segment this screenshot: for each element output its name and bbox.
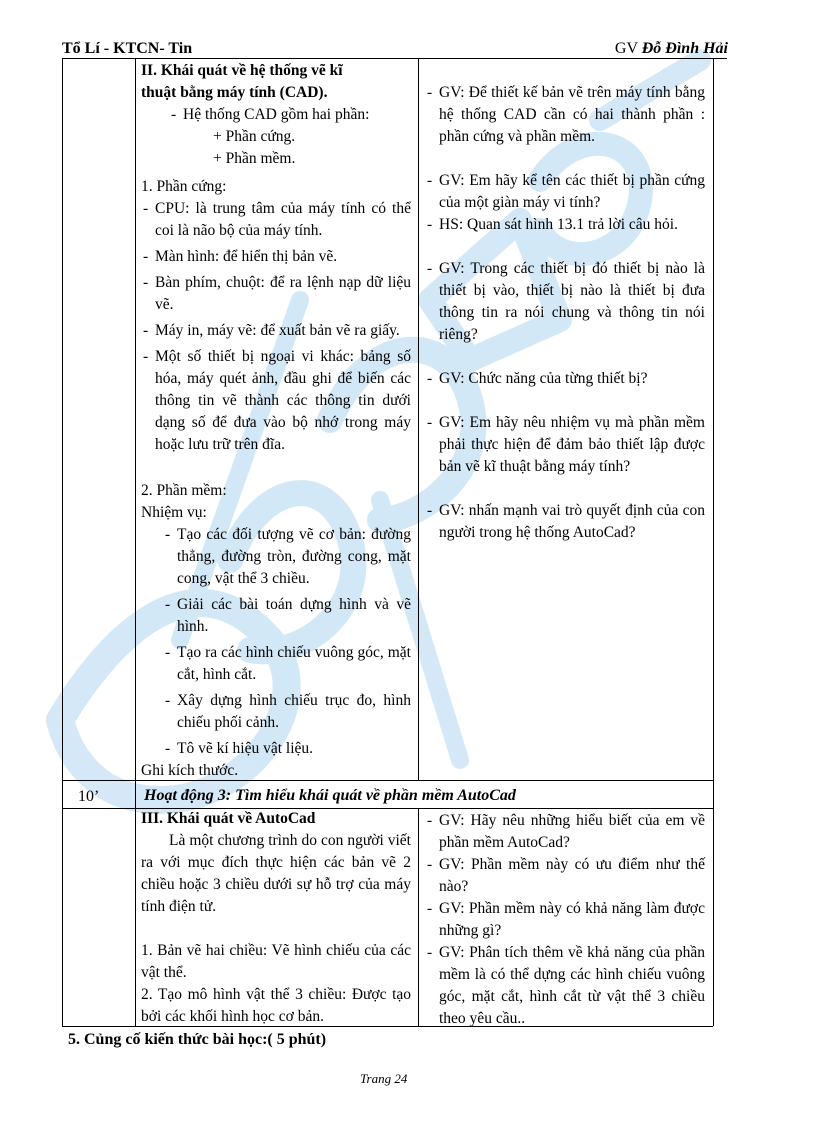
student-answer-figure: - HS: Quan sát hình 13.1 trả lời câu hỏi.	[425, 214, 705, 236]
note-human-role: - GV: nhấn mạnh vai trò quyết định của con người trong hệ thống AutoCad?	[425, 500, 705, 544]
question-cad-components: - GV: Để thiết kế bản vẽ trên máy tính bằng hệ thống CAD cần có hai thành phần : phần cứng và phần mềm.	[425, 82, 705, 148]
question-io-devices: - GV: Trong các thiết bị đó thiết bị nào là thiết bị vào, thiết bị nào là thiết bị đưa thông tin ra nói chung và thông tin nói riêng?	[425, 258, 705, 346]
hw-item-keyboard: - Bàn phím, chuột: để ra lệnh nạp dữ liệu vẽ.	[141, 272, 411, 316]
software-heading: 2. Phần mềm:	[141, 482, 227, 499]
part-software: + Phần mềm.	[213, 150, 296, 167]
cad-parts-text: - Hệ thống CAD gồm hai phần:	[169, 104, 411, 126]
page-number: Trang 24	[360, 1071, 408, 1086]
software-task-label: Nhiệm vụ:	[141, 504, 207, 521]
sw-item-materials: - Tô vẽ kí hiệu vật liệu.	[163, 738, 411, 760]
hw-item-printer: - Máy in, máy vẽ: để xuất bản vẽ ra giấy.	[141, 320, 411, 342]
section2-title-line2: thuật bằng máy tính (CAD).	[141, 84, 328, 101]
hw-item-peripherals: - Một số thiết bị ngoại vi khác: bảng số hóa, máy quét ảnh, đầu ghi để biến các thông tin vẽ thành các thông tin dưới dạng số để đưa vào bộ nhớ trong máy hoặc lưu trữ trên đĩa.	[141, 346, 411, 456]
header-teacher-name: Đỗ Đình Hải	[641, 40, 728, 57]
header-department: Tổ Lí - KTCN- Tin	[62, 40, 193, 57]
sw-item-objects: - Tạo các đối tượng vẽ cơ bản: đường thẳng, đường tròn, đường cong, mặt cong, vật thể 3 chiều.	[163, 524, 411, 590]
section3-2d: 1. Bản vẽ hai chiều: Vẽ hình chiếu của các vật thể.	[141, 942, 411, 981]
header-teacher-prefix: GV	[614, 40, 642, 57]
analysis-capabilities: - GV: Phân tích thêm về khả năng của phần mềm là có thể dựng các hình chiếu vuông góc, mặt cắt, hình cắt từ vật thể 3 chiều theo yêu cầu..	[425, 942, 705, 1030]
question-autocad-knowledge: - GV: Hãy nêu những hiểu biết của em về phần mềm AutoCad?	[425, 810, 705, 854]
hw-item-monitor: - Màn hình: để hiển thị bản vẽ.	[141, 246, 411, 268]
sw-item-axonometric: - Xây dựng hình chiếu trục đo, hình chiếu phối cảnh.	[163, 690, 411, 734]
question-advantages: - GV: Phần mềm này có ưu điểm như thế nào?	[425, 854, 705, 898]
header-teacher	[615, 40, 728, 58]
activity3-title: Hoạt động 3: Tìm hiểu khái quát về phần mềm AutoCad	[144, 787, 516, 804]
question-capabilities: - GV: Phần mềm này có khả năng làm được những gì?	[425, 898, 705, 942]
question-software-tasks: - GV: Em hãy nêu nhiệm vụ mà phần mềm phải thực hiện để đảm bảo thiết lập được bản vẽ kĩ thuật bằng máy tính?	[425, 412, 705, 478]
question-device-function: - GV: Chức năng của từng thiết bị?	[425, 368, 705, 390]
question-hardware-list: - GV: Em hãy kể tên các thiết bị phần cứng của một giàn máy vi tính?	[425, 170, 705, 214]
hardware-heading: 1. Phần cứng:	[141, 178, 227, 195]
section3-content	[141, 808, 411, 1028]
section2-content	[141, 60, 411, 782]
section3-intro: Là một chương trình do con người viết ra với mục đích thực hiện các bản vẽ 2 chiều hoặc 3 chiều dưới sự hỗ trợ của máy tính điện tử.	[141, 832, 411, 915]
hw-item-cpu: - CPU: là trung tâm của máy tính có thể coi là não bộ của máy tính.	[141, 198, 411, 242]
activity3-time: 10’	[78, 788, 100, 805]
sw-item-geometry: - Giải các bài toán dựng hình và vẽ hình.	[163, 594, 411, 638]
section5-heading: 5. Củng cố kiến thức bài học:( 5 phút)	[68, 1031, 327, 1048]
part-hardware: + Phần cứng.	[213, 128, 296, 145]
section3-title: III. Khái quát về AutoCad	[141, 810, 316, 827]
section2-title-line1: II. Khái quát về hệ thống vẽ kĩ	[141, 62, 343, 79]
teacher-questions-2	[425, 810, 705, 1030]
teacher-questions-1	[425, 82, 705, 544]
sw-item-dimensions: Ghi kích thước.	[141, 762, 239, 779]
sw-item-projections: - Tạo ra các hình chiếu vuông góc, mặt cắt, hình cắt.	[163, 642, 411, 686]
section3-3d: 2. Tạo mô hình vật thể 3 chiều: Được tạo bởi các khối hình học cơ bản.	[141, 986, 411, 1025]
header-rule	[62, 58, 727, 59]
